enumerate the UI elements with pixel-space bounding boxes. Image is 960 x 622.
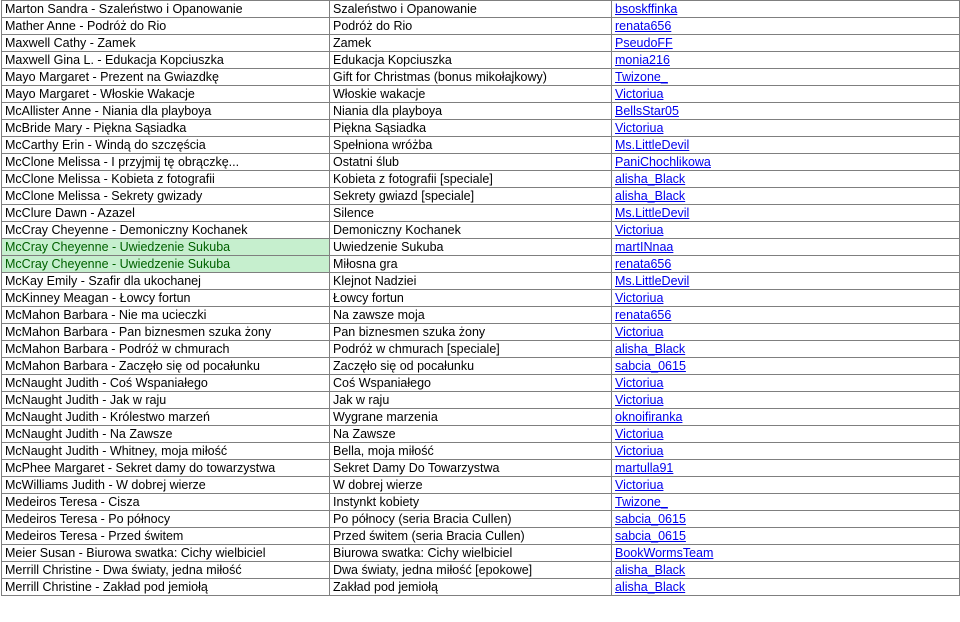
table-row bbox=[2, 52, 960, 69]
translator-link[interactable]: alisha_Black bbox=[615, 580, 686, 594]
cell-source-title[interactable]: W dobrej wierze bbox=[330, 477, 612, 494]
translator-link[interactable]: sabcia_0615 bbox=[615, 512, 686, 526]
cell-source-title[interactable]: Kobieta z fotografii [speciale] bbox=[330, 171, 612, 188]
table-row bbox=[2, 239, 960, 256]
cell-source-title[interactable]: Przed świtem (seria Bracia Cullen) bbox=[330, 528, 612, 545]
cell-source-title[interactable]: Sekrety gwiazd [speciale] bbox=[330, 188, 612, 205]
table-row bbox=[2, 579, 960, 596]
table-row bbox=[2, 358, 960, 375]
cell-source-title[interactable]: Piękna Sąsiadka bbox=[330, 120, 612, 137]
translator-link[interactable]: Ms.LittleDevil bbox=[615, 274, 690, 288]
cell-polish-title[interactable]: McNaught Judith - Coś Wspaniałego bbox=[2, 375, 330, 392]
translator-link[interactable]: alisha_Black bbox=[615, 563, 686, 577]
translator-link[interactable]: renata656 bbox=[615, 308, 672, 322]
cell-polish-title[interactable]: McCray Cheyenne - Uwiedzenie Sukuba bbox=[2, 256, 330, 273]
cell-translator[interactable] bbox=[612, 69, 960, 86]
translator-link[interactable]: Victoriua bbox=[615, 223, 664, 237]
cell-translator[interactable] bbox=[612, 52, 960, 69]
cell-source-title[interactable]: Dwa światy, jedna miłość [epokowe] bbox=[330, 562, 612, 579]
cell-polish-title[interactable]: McMahon Barbara - Podróż w chmurach bbox=[2, 341, 330, 358]
cell-source-title[interactable]: Po północy (seria Bracia Cullen) bbox=[330, 511, 612, 528]
table-row bbox=[2, 528, 960, 545]
table-row bbox=[2, 562, 960, 579]
cell-source-title[interactable]: Podróż w chmurach [speciale] bbox=[330, 341, 612, 358]
cell-translator[interactable] bbox=[612, 18, 960, 35]
translator-link[interactable]: BellsStar05 bbox=[615, 104, 679, 118]
table-row bbox=[2, 290, 960, 307]
table-row bbox=[2, 18, 960, 35]
translator-link[interactable]: renata656 bbox=[615, 19, 672, 33]
cell-translator[interactable] bbox=[612, 137, 960, 154]
translator-link[interactable]: BookWormsTeam bbox=[615, 546, 714, 560]
cell-polish-title[interactable]: McNaught Judith - Whitney, moja miłość bbox=[2, 443, 330, 460]
cell-polish-title[interactable]: McClone Melissa - I przyjmij tę obrączkę... bbox=[2, 154, 330, 171]
cell-translator[interactable] bbox=[612, 460, 960, 477]
translator-link[interactable]: sabcia_0615 bbox=[615, 359, 686, 373]
table-row bbox=[2, 188, 960, 205]
translator-link[interactable]: Victoriua bbox=[615, 87, 664, 101]
table-row bbox=[2, 35, 960, 52]
cell-translator[interactable] bbox=[612, 171, 960, 188]
cell-translator[interactable] bbox=[612, 443, 960, 460]
table-row bbox=[2, 273, 960, 290]
cell-polish-title[interactable]: McAllister Anne - Niania dla playboya bbox=[2, 103, 330, 120]
table-row bbox=[2, 426, 960, 443]
table-row bbox=[2, 392, 960, 409]
cell-polish-title[interactable]: McNaught Judith - Jak w raju bbox=[2, 392, 330, 409]
cell-source-title[interactable]: Instynkt kobiety bbox=[330, 494, 612, 511]
cell-polish-title[interactable]: Mather Anne - Podróż do Rio bbox=[2, 18, 330, 35]
spreadsheet-body bbox=[2, 1, 960, 596]
translator-link[interactable]: alisha_Black bbox=[615, 172, 686, 186]
table-row bbox=[2, 511, 960, 528]
table-row bbox=[2, 69, 960, 86]
cell-polish-title[interactable]: McCarthy Erin - Windą do szczęścia bbox=[2, 137, 330, 154]
cell-source-title[interactable]: Demoniczny Kochanek bbox=[330, 222, 612, 239]
cell-polish-title[interactable]: Merrill Christine - Zakład pod jemiołą bbox=[2, 579, 330, 596]
cell-translator[interactable] bbox=[612, 341, 960, 358]
cell-source-title[interactable]: Na zawsze moja bbox=[330, 307, 612, 324]
cell-polish-title[interactable]: McMahon Barbara - Pan biznesmen szuka żony bbox=[2, 324, 330, 341]
cell-translator[interactable] bbox=[612, 154, 960, 171]
cell-polish-title[interactable]: McBride Mary - Piękna Sąsiadka bbox=[2, 120, 330, 137]
translator-link[interactable]: Victoriua bbox=[615, 393, 664, 407]
cell-translator[interactable] bbox=[612, 409, 960, 426]
cell-translator[interactable] bbox=[612, 426, 960, 443]
translator-link[interactable]: Ms.LittleDevil bbox=[615, 206, 690, 220]
translator-link[interactable]: alisha_Black bbox=[615, 189, 686, 203]
table-row bbox=[2, 443, 960, 460]
cell-polish-title[interactable]: McCray Cheyenne - Uwiedzenie Sukuba bbox=[2, 239, 330, 256]
cell-polish-title[interactable]: Mayo Margaret - Prezent na Gwiazdkę bbox=[2, 69, 330, 86]
cell-polish-title[interactable]: Maxwell Cathy - Zamek bbox=[2, 35, 330, 52]
cell-polish-title[interactable]: Maxwell Gina L. - Edukacja Kopciuszka bbox=[2, 52, 330, 69]
translator-link[interactable]: PseudoFF bbox=[615, 36, 673, 50]
table-row bbox=[2, 103, 960, 120]
table-row bbox=[2, 1, 960, 18]
cell-source-title[interactable]: Szaleństwo i Opanowanie bbox=[330, 1, 612, 18]
translator-link[interactable]: Ms.LittleDevil bbox=[615, 138, 690, 152]
cell-source-title[interactable]: Włoskie wakacje bbox=[330, 86, 612, 103]
translator-link[interactable]: Victoriua bbox=[615, 121, 664, 135]
cell-source-title[interactable]: Podróż do Rio bbox=[330, 18, 612, 35]
cell-translator[interactable] bbox=[612, 1, 960, 18]
cell-source-title[interactable]: Pan biznesmen szuka żony bbox=[330, 324, 612, 341]
table-row bbox=[2, 120, 960, 137]
cell-polish-title[interactable]: McCray Cheyenne - Demoniczny Kochanek bbox=[2, 222, 330, 239]
cell-translator[interactable] bbox=[612, 222, 960, 239]
cell-translator[interactable] bbox=[612, 120, 960, 137]
cell-source-title[interactable]: Gift for Christmas (bonus mikołajkowy) bbox=[330, 69, 612, 86]
translator-link[interactable]: Victoriua bbox=[615, 478, 664, 492]
translator-link[interactable]: martulla91 bbox=[615, 461, 674, 475]
cell-source-title[interactable]: Klejnot Nadziei bbox=[330, 273, 612, 290]
cell-translator[interactable] bbox=[612, 86, 960, 103]
cell-source-title[interactable]: Miłosna gra bbox=[330, 256, 612, 273]
cell-polish-title[interactable]: McClone Melissa - Sekrety gwizady bbox=[2, 188, 330, 205]
cell-source-title[interactable]: Spełniona wróżba bbox=[330, 137, 612, 154]
cell-polish-title[interactable]: Merrill Christine - Dwa światy, jedna miłość bbox=[2, 562, 330, 579]
cell-source-title[interactable]: Silence bbox=[330, 205, 612, 222]
cell-source-title[interactable]: Wygrane marzenia bbox=[330, 409, 612, 426]
table-row bbox=[2, 477, 960, 494]
translator-link[interactable]: Victoriua bbox=[615, 444, 664, 458]
cell-polish-title[interactable]: Marton Sandra - Szaleństwo i Opanowanie bbox=[2, 1, 330, 18]
table-row bbox=[2, 256, 960, 273]
translator-link[interactable]: sabcia_0615 bbox=[615, 529, 686, 543]
cell-polish-title[interactable]: McKay Emily - Szafir dla ukochanej bbox=[2, 273, 330, 290]
table-row bbox=[2, 154, 960, 171]
cell-source-title[interactable]: Edukacja Kopciuszka bbox=[330, 52, 612, 69]
table-row bbox=[2, 86, 960, 103]
cell-source-title[interactable]: Zamek bbox=[330, 35, 612, 52]
cell-translator[interactable] bbox=[612, 188, 960, 205]
cell-translator[interactable] bbox=[612, 392, 960, 409]
table-row bbox=[2, 307, 960, 324]
cell-source-title[interactable]: Na Zawsze bbox=[330, 426, 612, 443]
cell-source-title[interactable]: Sekret Damy Do Towarzystwa bbox=[330, 460, 612, 477]
translator-link[interactable]: Victoriua bbox=[615, 325, 664, 339]
translator-link[interactable]: Victoriua bbox=[615, 427, 664, 441]
cell-translator[interactable] bbox=[612, 273, 960, 290]
translator-link[interactable]: renata656 bbox=[615, 257, 672, 271]
cell-polish-title[interactable]: McMahon Barbara - Nie ma ucieczki bbox=[2, 307, 330, 324]
cell-translator[interactable] bbox=[612, 35, 960, 52]
cell-polish-title[interactable]: Medeiros Teresa - Przed świtem bbox=[2, 528, 330, 545]
cell-polish-title[interactable]: Medeiros Teresa - Cisza bbox=[2, 494, 330, 511]
cell-polish-title[interactable]: Mayo Margaret - Włoskie Wakacje bbox=[2, 86, 330, 103]
cell-source-title[interactable]: Zaczęło się od pocałunku bbox=[330, 358, 612, 375]
cell-source-title[interactable]: Zakład pod jemiołą bbox=[330, 579, 612, 596]
cell-source-title[interactable]: Coś Wspaniałego bbox=[330, 375, 612, 392]
table-row bbox=[2, 460, 960, 477]
cell-translator[interactable] bbox=[612, 511, 960, 528]
cell-translator[interactable] bbox=[612, 579, 960, 596]
translator-link[interactable]: alisha_Black bbox=[615, 342, 686, 356]
table-row bbox=[2, 222, 960, 239]
cell-translator[interactable] bbox=[612, 375, 960, 392]
cell-polish-title[interactable]: McMahon Barbara - Zaczęło się od pocałunku bbox=[2, 358, 330, 375]
table-row bbox=[2, 494, 960, 511]
table-row bbox=[2, 409, 960, 426]
table-row bbox=[2, 545, 960, 562]
translator-link[interactable]: Victoriua bbox=[615, 291, 664, 305]
cell-translator[interactable] bbox=[612, 103, 960, 120]
cell-polish-title[interactable]: McPhee Margaret - Sekret damy do towarzystwa bbox=[2, 460, 330, 477]
cell-translator[interactable] bbox=[612, 239, 960, 256]
cell-translator[interactable] bbox=[612, 205, 960, 222]
cell-translator[interactable] bbox=[612, 528, 960, 545]
spreadsheet-table bbox=[1, 0, 960, 596]
cell-polish-title[interactable]: McNaught Judith - Królestwo marzeń bbox=[2, 409, 330, 426]
cell-source-title[interactable]: Jak w raju bbox=[330, 392, 612, 409]
cell-translator[interactable] bbox=[612, 324, 960, 341]
cell-translator[interactable] bbox=[612, 562, 960, 579]
cell-translator[interactable] bbox=[612, 290, 960, 307]
cell-polish-title[interactable]: McKinney Meagan - Łowcy fortun bbox=[2, 290, 330, 307]
table-row bbox=[2, 171, 960, 188]
cell-source-title[interactable]: Niania dla playboya bbox=[330, 103, 612, 120]
translator-link[interactable]: Twizone_ bbox=[615, 70, 668, 84]
translator-link[interactable]: martINnaa bbox=[615, 240, 674, 254]
translator-link[interactable]: oknoifiranka bbox=[615, 410, 683, 424]
cell-source-title[interactable]: Biurowa swatka: Cichy wielbiciel bbox=[330, 545, 612, 562]
cell-translator[interactable] bbox=[612, 545, 960, 562]
translator-link[interactable]: bsoskffinka bbox=[615, 2, 678, 16]
cell-polish-title[interactable]: McClone Melissa - Kobieta z fotografii bbox=[2, 171, 330, 188]
cell-translator[interactable] bbox=[612, 358, 960, 375]
cell-polish-title[interactable]: McNaught Judith - Na Zawsze bbox=[2, 426, 330, 443]
table-row bbox=[2, 375, 960, 392]
table-row bbox=[2, 324, 960, 341]
translator-link[interactable]: Twizone_ bbox=[615, 495, 668, 509]
table-row bbox=[2, 137, 960, 154]
cell-polish-title[interactable]: McClure Dawn - Azazel bbox=[2, 205, 330, 222]
cell-translator[interactable] bbox=[612, 307, 960, 324]
translator-link[interactable]: PaniChochlikowa bbox=[615, 155, 711, 169]
cell-source-title[interactable]: Bella, moja miłość bbox=[330, 443, 612, 460]
cell-polish-title[interactable]: McWilliams Judith - W dobrej wierze bbox=[2, 477, 330, 494]
cell-polish-title[interactable]: Medeiros Teresa - Po północy bbox=[2, 511, 330, 528]
cell-source-title[interactable]: Ostatni ślub bbox=[330, 154, 612, 171]
table-row bbox=[2, 205, 960, 222]
translator-link[interactable]: monia216 bbox=[615, 53, 670, 67]
cell-translator[interactable] bbox=[612, 494, 960, 511]
cell-translator[interactable] bbox=[612, 477, 960, 494]
cell-source-title[interactable]: Łowcy fortun bbox=[330, 290, 612, 307]
cell-source-title[interactable]: Uwiedzenie Sukuba bbox=[330, 239, 612, 256]
translator-link[interactable]: Victoriua bbox=[615, 376, 664, 390]
cell-polish-title[interactable]: Meier Susan - Biurowa swatka: Cichy wielbiciel bbox=[2, 545, 330, 562]
table-row bbox=[2, 341, 960, 358]
cell-translator[interactable] bbox=[612, 256, 960, 273]
